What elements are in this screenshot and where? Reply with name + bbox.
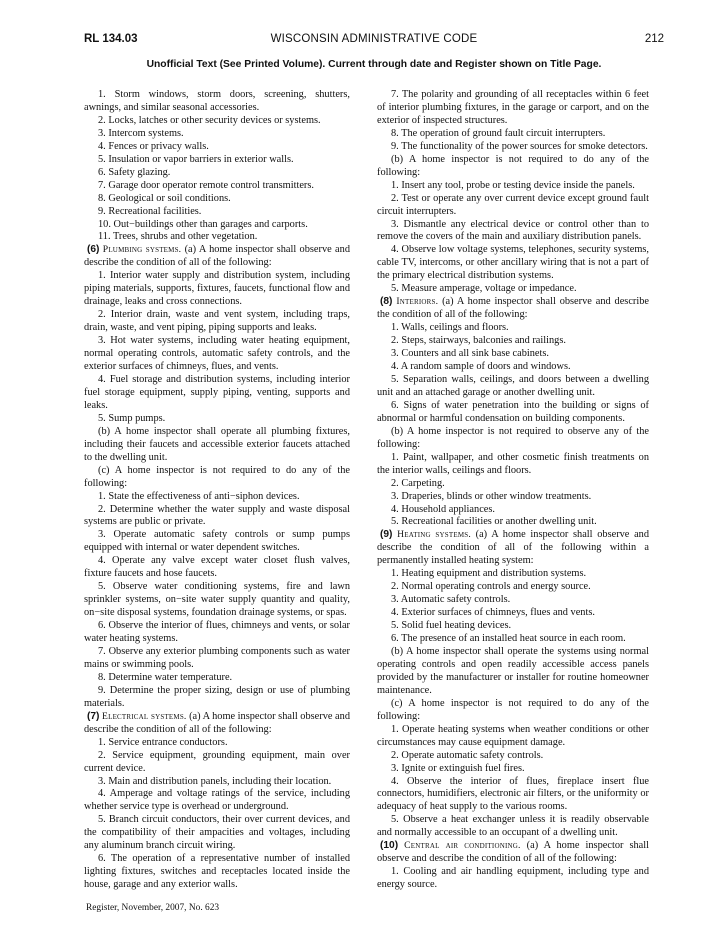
paragraph: (c) A home inspector is not required to do any of the following: xyxy=(377,697,649,722)
paragraph: 6. The operation of a representative number of installed lighting fixtures, switches and receptacles located inside the house, garage and any exterior walls. xyxy=(84,853,350,891)
paragraph: 6. The presence of an installed heat source in each room. xyxy=(391,633,626,645)
section-number: (8) xyxy=(380,296,393,308)
paragraph: 5. Observe a heat exchanger unless it is readily observable and normally accessible to an occupant of a dwelling unit. xyxy=(377,814,649,839)
paragraph: 2. Steps, stairways, balconies and railings. xyxy=(391,335,566,347)
section-number: (6) xyxy=(87,244,100,256)
paragraph: 4. Fences or privacy walls. xyxy=(98,140,209,152)
paragraph: 2. Test or operate any over current device except ground fault circuit interrupters. xyxy=(377,192,649,217)
paragraph: 3. Main and distribution panels, including their location. xyxy=(98,775,332,787)
paragraph: (b) A home inspector is not required to do any of the following: xyxy=(377,153,649,178)
paragraph: 10. Out−buildings other than garages and carports. xyxy=(98,218,308,230)
paragraph: 6. Signs of water penetration into the building or signs of abnormal or harmful condensation on building components. xyxy=(377,399,649,424)
paragraph: 4. Observe low voltage systems, telephones, security systems, cable TV, intercoms, or other ancillary wiring that is not a part of the primary electrical distribution systems. xyxy=(377,244,649,282)
paragraph: 4. Household appliances. xyxy=(391,503,495,515)
section-text: (a) A home inspector shall observe and describe the condition of all of the following: xyxy=(377,296,650,321)
paragraph: 3. Hot water systems, including water heating equipment, normal operating controls, automatic safety controls, and the exterior surfaces of chimneys, flues, and vents. xyxy=(84,335,350,373)
running-header xyxy=(84,33,664,49)
paragraph: 2. Determine whether the water supply and waste disposal systems are public or private. xyxy=(84,503,350,528)
section-paragraph xyxy=(377,840,649,866)
section-text: (a) A home inspector shall observe and describe the condition of all of the following: xyxy=(377,840,649,865)
paragraph: 9. The functionality of the power sources for smoke detectors. xyxy=(391,140,648,152)
paragraph: 9. Recreational facilities. xyxy=(98,205,202,217)
paragraph: 1. Service entrance conductors. xyxy=(98,736,228,748)
paragraph: 5. Separation walls, ceilings, and doors between a dwelling unit and an attached garage or another dwelling unit. xyxy=(377,373,649,398)
paragraph: 5. Measure amperage, voltage or impedance. xyxy=(391,283,577,295)
paragraph: 5. Solid fuel heating devices. xyxy=(391,620,512,632)
paragraph: 1. Storm windows, storm doors, screening, shutters, awnings, and similar seasonal accessories. xyxy=(84,89,350,113)
paragraph: 1. Interior water supply and distribution system, including piping materials, supports, fixtures, faucets, functional flow and drainage, leaks and cross connections. xyxy=(84,270,350,308)
section-paragraph xyxy=(84,711,350,737)
paragraph: 2. Normal operating controls and energy source. xyxy=(391,581,591,593)
paragraph: 2. Locks, latches or other security devices or systems. xyxy=(98,114,321,126)
paragraph: 3. Draperies, blinds or other window treatments. xyxy=(391,490,592,502)
paragraph: (b) A home inspector shall operate all plumbing fixtures, including their faucets and accessible exterior faucets attached to the dwelling unit. xyxy=(84,425,350,463)
paragraph: 8. Determine water temperature. xyxy=(98,671,233,683)
paragraph: 6. Observe the interior of flues, chimneys and vents, or solar water heating systems. xyxy=(84,620,350,645)
paragraph: 1. Insert any tool, probe or testing device inside the panels. xyxy=(391,179,635,191)
paragraph: 1. Operate heating systems when weather conditions or other circumstances may cause equipment damage. xyxy=(377,723,649,748)
section-number: (7) xyxy=(87,710,100,722)
paragraph: 7. The polarity and grounding of all receptacles within 6 feet of interior plumbing fixtures, in the garage or carport, and on the exterior of inspected structures. xyxy=(377,89,649,126)
left-column xyxy=(84,89,350,892)
paragraph: 3. Intercom systems. xyxy=(98,127,184,139)
paragraph: 1. Cooling and air handling equipment, including type and energy source. xyxy=(377,866,649,891)
paragraph: 2. Interior drain, waste and vent system, including traps, drain, waste, and vent piping, piping supports and leaks. xyxy=(84,309,350,334)
paragraph: 5. Recreational facilities or another dwelling unit. xyxy=(391,516,597,528)
paragraph: 1. Walls, ceilings and floors. xyxy=(391,322,509,334)
paragraph: (b) A home inspector is not required to observe any of the following: xyxy=(377,425,649,450)
section-heading: Plumbing systems. xyxy=(102,244,182,256)
section-text: (a) A home inspector shall observe and describe the condition of all of the following: xyxy=(84,244,350,269)
right-column xyxy=(377,89,649,892)
code-title: WISCONSIN ADMINISTRATIVE CODE xyxy=(270,33,478,45)
paragraph: 1. Heating equipment and distribution systems. xyxy=(391,568,587,580)
paragraph: 4. Observe the interior of flues, fireplace insert flue connectors, humidifiers, electronic air filters, or the uniformity or adequacy of heat supply to the various rooms. xyxy=(377,775,649,813)
paragraph: 7. Observe any exterior plumbing components such as water mains or swimming pools. xyxy=(84,645,350,670)
paragraph: 1. State the effectiveness of anti−siphon devices. xyxy=(98,490,300,502)
paragraph: 1. Paint, wallpaper, and other cosmetic finish treatments on the interior walls, ceilings and floors. xyxy=(377,451,649,476)
paragraph: 4. Exterior surfaces of chimneys, flues and vents. xyxy=(391,607,595,619)
section-heading: Heating systems. xyxy=(397,529,471,541)
paragraph: 2. Service equipment, grounding equipment, main over current device. xyxy=(84,749,350,774)
paragraph: 3. Counters and all sink base cabinets. xyxy=(391,348,549,360)
section-heading: Interiors. xyxy=(396,296,439,308)
paragraph: 6. Safety glazing. xyxy=(98,166,171,178)
unofficial-text-notice: Unofficial Text (See Printed Volume). Current through date and Register shown on Title Page. xyxy=(146,59,602,70)
paragraph: (c) A home inspector is not required to do any of the following: xyxy=(84,464,350,489)
section-text: (a) A home inspector shall observe and describe the condition of all of the following: xyxy=(84,710,350,735)
paragraph: 4. Fuel storage and distribution systems, including interior fuel storage equipment, supply piping, venting, supports and leaks. xyxy=(84,373,350,411)
paragraph: 4. Operate any valve except water closet flush valves, fixture faucets and hose faucets. xyxy=(84,555,350,580)
section-paragraph xyxy=(377,529,649,568)
section-heading: Central air conditioning. xyxy=(404,840,521,852)
paragraph: 5. Sump pumps. xyxy=(98,412,166,424)
paragraph: 4. A random sample of doors and windows. xyxy=(391,361,571,373)
section-text: (a) A home inspector shall observe and describe the condition of all of the following within a permanently installed heating system: xyxy=(377,529,650,567)
register-footer: Register, November, 2007, No. 623 xyxy=(86,903,220,913)
section-paragraph xyxy=(84,244,350,270)
paragraph: 3. Dismantle any electrical device or control other than to remove the covers of the main and auxiliary distribution panels. xyxy=(377,218,649,243)
paragraph: 3. Automatic safety controls. xyxy=(391,594,511,606)
paragraph: 11. Trees, shrubs and other vegetation. xyxy=(98,231,258,243)
paragraph: 5. Insulation or vapor barriers in exterior walls. xyxy=(98,153,294,165)
paragraph: 5. Observe water conditioning systems, fire and lawn sprinkler systems, on−site water supply quantity and quality, on−site disposal systems, foundation drainage systems, or spas. xyxy=(84,581,350,619)
paragraph: 9. Determine the proper sizing, design or use of plumbing materials. xyxy=(84,684,350,709)
paragraph: 2. Carpeting. xyxy=(391,477,445,489)
page-number: 212 xyxy=(644,33,664,45)
paragraph: 7. Garage door operator remote control transmitters. xyxy=(98,179,314,191)
section-number: (9) xyxy=(380,529,393,541)
paragraph: 4. Amperage and voltage ratings of the service, including whether service type is overhead or underground. xyxy=(84,788,350,813)
paragraph: 5. Branch circuit conductors, their over current devices, and the compatibility of their ampacities and voltages, including any aluminum branch circuit wiring. xyxy=(84,814,350,852)
section-paragraph xyxy=(377,296,649,322)
paragraph: (b) A home inspector shall operate the systems using normal operating controls and open readily accessible access panels provided by the manufacturer or installer for routine homeowner maintenance. xyxy=(377,645,649,696)
paragraph: 2. Operate automatic safety controls. xyxy=(391,749,544,761)
paragraph: 8. The operation of ground fault circuit interrupters. xyxy=(391,127,606,139)
paragraph: 3. Ignite or extinguish fuel fires. xyxy=(391,762,525,774)
section-number: (10) xyxy=(380,840,399,852)
paragraph: 3. Operate automatic safety controls or sump pumps equipped with internal or water dependent switches. xyxy=(84,529,350,554)
section-heading: Electrical systems. xyxy=(102,710,187,722)
section-code: RL 134.03 xyxy=(84,33,138,45)
paragraph: 8. Geological or soil conditions. xyxy=(98,192,231,204)
